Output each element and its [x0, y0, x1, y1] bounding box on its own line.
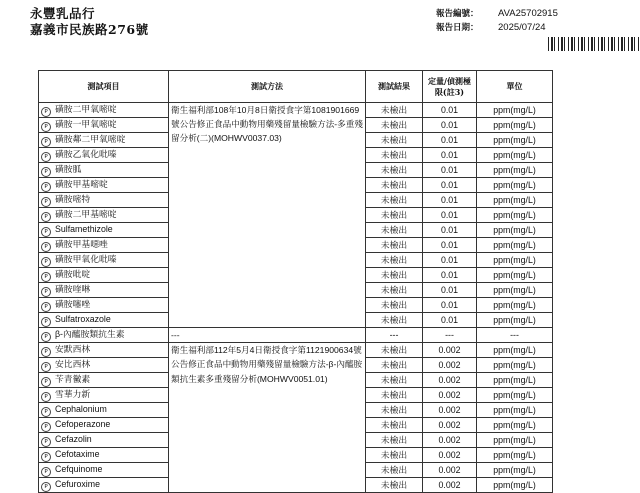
- test-result: 未檢出: [366, 313, 423, 328]
- test-item: [39, 283, 169, 298]
- test-item-name: Cefquinome: [55, 464, 103, 475]
- test-item: [39, 163, 169, 178]
- accredited-mark: P: [41, 377, 51, 387]
- test-unit: ppm(mg/L): [477, 178, 553, 193]
- header-result: 測試結果: [366, 71, 423, 103]
- test-loq: 0.002: [423, 433, 477, 448]
- test-result: ---: [366, 328, 423, 343]
- test-unit: ppm(mg/L): [477, 358, 553, 373]
- accredited-mark: P: [41, 107, 51, 117]
- test-result: 未檢出: [366, 403, 423, 418]
- test-result: 未檢出: [366, 298, 423, 313]
- test-loq: 0.002: [423, 463, 477, 478]
- test-loq: 0.01: [423, 163, 477, 178]
- test-unit: ppm(mg/L): [477, 298, 553, 313]
- accredited-mark: P: [41, 407, 51, 417]
- test-unit: ppm(mg/L): [477, 313, 553, 328]
- test-item: [39, 268, 169, 283]
- test-item: [39, 403, 169, 418]
- test-unit: ppm(mg/L): [477, 388, 553, 403]
- test-item-name: Cefotaxime: [55, 449, 100, 460]
- test-item-name: 磺胺甲基噁唑: [55, 239, 108, 249]
- test-item: [39, 463, 169, 478]
- accredited-mark: P: [41, 302, 51, 312]
- test-item-name: 磺胺乙氧化吡嗪: [55, 149, 117, 159]
- test-item: [39, 208, 169, 223]
- lab-address: 嘉義市民族路276號: [30, 22, 149, 37]
- test-unit: ppm(mg/L): [477, 238, 553, 253]
- test-item: [39, 358, 169, 373]
- test-unit: ppm(mg/L): [477, 253, 553, 268]
- test-method: 衛生福利部108年10月8日衛授食字第1081901669號公告修正食品中動物用藥殘留量檢驗方法-多重殘留分析(二)(MOHWV0037.03): [169, 103, 366, 328]
- test-result: 未檢出: [366, 178, 423, 193]
- test-item-name: 磺胺噻唑: [55, 299, 91, 309]
- accredited-mark: P: [41, 467, 51, 477]
- test-result: 未檢出: [366, 448, 423, 463]
- test-unit: ppm(mg/L): [477, 148, 553, 163]
- test-loq: 0.01: [423, 118, 477, 133]
- report-date: 2025/07/24: [498, 22, 546, 33]
- table-row: [39, 103, 553, 118]
- test-loq: 0.002: [423, 403, 477, 418]
- accredited-mark: P: [41, 257, 51, 267]
- test-item: [39, 103, 169, 118]
- table-header-row: [39, 71, 553, 103]
- test-result: 未檢出: [366, 418, 423, 433]
- test-loq: 0.01: [423, 178, 477, 193]
- report-number-label: 報告編號：: [436, 9, 479, 19]
- test-item: [39, 298, 169, 313]
- test-loq: 0.002: [423, 478, 477, 493]
- test-item: [39, 373, 169, 388]
- results-table: [38, 70, 553, 493]
- test-result: 未檢出: [366, 193, 423, 208]
- table-row: [39, 343, 553, 358]
- accredited-mark: P: [41, 122, 51, 132]
- accredited-mark: P: [41, 482, 51, 492]
- accredited-mark: P: [41, 242, 51, 252]
- test-loq: 0.002: [423, 448, 477, 463]
- accredited-mark: P: [41, 272, 51, 282]
- test-item-name: Sulfamethizole: [55, 224, 113, 234]
- test-item-name: 磺胺二甲氧嘧啶: [55, 104, 117, 114]
- test-item-name: 磺胺甲基嘧啶: [55, 179, 108, 189]
- test-item-name: Cefuroxime: [55, 479, 100, 490]
- test-item-name: β-內醯胺類抗生素: [55, 329, 125, 340]
- test-unit: ppm(mg/L): [477, 208, 553, 223]
- test-unit: ppm(mg/L): [477, 433, 553, 448]
- test-item: [39, 313, 169, 328]
- test-loq: 0.002: [423, 358, 477, 373]
- test-result: 未檢出: [366, 253, 423, 268]
- test-loq: 0.01: [423, 103, 477, 118]
- header-method: 測試方法: [169, 71, 366, 103]
- test-unit: ppm(mg/L): [477, 163, 553, 178]
- test-loq: 0.01: [423, 148, 477, 163]
- test-item: [39, 238, 169, 253]
- test-unit: ppm(mg/L): [477, 403, 553, 418]
- test-result: 未檢出: [366, 208, 423, 223]
- accredited-mark: P: [41, 227, 51, 237]
- test-result: 未檢出: [366, 133, 423, 148]
- test-item: [39, 343, 169, 358]
- header-item: 測試項目: [39, 71, 169, 103]
- barcode: [548, 37, 640, 51]
- test-loq: 0.002: [423, 343, 477, 358]
- test-item-name: 磺胺胍: [55, 164, 82, 174]
- test-result: 未檢出: [366, 223, 423, 238]
- test-item: [39, 223, 169, 238]
- test-loq: 0.01: [423, 238, 477, 253]
- test-loq: 0.01: [423, 253, 477, 268]
- test-method: ---: [169, 328, 366, 343]
- test-loq: 0.01: [423, 268, 477, 283]
- test-result: 未檢出: [366, 238, 423, 253]
- accredited-mark: P: [41, 182, 51, 192]
- test-result: 未檢出: [366, 163, 423, 178]
- test-item-name: Cefoperazone: [55, 419, 111, 430]
- accredited-mark: P: [41, 137, 51, 147]
- test-method: 衛生福利部112年5月4日衛授食字第1121900634號公告修正食品中動物用藥殘留量檢驗方法-β-內醯胺類抗生素多重殘留分析(MOHWV0051.01): [169, 343, 366, 493]
- test-item-name: 安比西林: [55, 359, 91, 370]
- accredited-mark: P: [41, 332, 51, 342]
- test-item-name: 磺胺二甲基嘧啶: [55, 209, 117, 219]
- test-item: [39, 418, 169, 433]
- report-date-label: 報告日期：: [436, 23, 479, 33]
- test-loq: 0.01: [423, 133, 477, 148]
- test-item: [39, 148, 169, 163]
- test-item: [39, 448, 169, 463]
- test-item: [39, 253, 169, 268]
- test-item-name: 磺胺一甲氧嘧啶: [55, 119, 117, 129]
- test-unit: ---: [477, 328, 553, 343]
- accredited-mark: P: [41, 437, 51, 447]
- accredited-mark: P: [41, 212, 51, 222]
- test-result: 未檢出: [366, 433, 423, 448]
- accredited-mark: P: [41, 287, 51, 297]
- test-result: 未檢出: [366, 358, 423, 373]
- test-unit: ppm(mg/L): [477, 373, 553, 388]
- test-item: [39, 388, 169, 403]
- accredited-mark: P: [41, 452, 51, 462]
- test-unit: ppm(mg/L): [477, 223, 553, 238]
- table-row: [39, 328, 553, 343]
- test-result: 未檢出: [366, 463, 423, 478]
- test-result: 未檢出: [366, 283, 423, 298]
- test-unit: ppm(mg/L): [477, 193, 553, 208]
- test-item-name: 磺胺鄰二甲氧嘧啶: [55, 134, 126, 144]
- test-unit: ppm(mg/L): [477, 343, 553, 358]
- lab-header: [30, 6, 149, 38]
- test-loq: 0.01: [423, 193, 477, 208]
- test-item: [39, 133, 169, 148]
- test-unit: ppm(mg/L): [477, 448, 553, 463]
- test-unit: ppm(mg/L): [477, 268, 553, 283]
- test-item-name: 安默西林: [55, 344, 91, 355]
- test-unit: ppm(mg/L): [477, 103, 553, 118]
- test-loq: 0.01: [423, 298, 477, 313]
- test-unit: ppm(mg/L): [477, 118, 553, 133]
- test-item-name: 雪華力新: [55, 389, 91, 400]
- test-result: 未檢出: [366, 118, 423, 133]
- report-number: AVA25702915: [498, 8, 558, 19]
- test-loq: 0.01: [423, 208, 477, 223]
- test-item-name: 磺胺甲氧化吡嗪: [55, 254, 117, 264]
- accredited-mark: P: [41, 167, 51, 177]
- test-item: [39, 433, 169, 448]
- lab-name: 永豐乳品行: [30, 6, 96, 21]
- test-result: 未檢出: [366, 373, 423, 388]
- test-item-name: 苄青黴素: [55, 374, 91, 385]
- test-unit: ppm(mg/L): [477, 133, 553, 148]
- test-item-name: Sulfatroxazole: [55, 314, 111, 324]
- test-item: [39, 118, 169, 133]
- test-loq: 0.01: [423, 223, 477, 238]
- accredited-mark: P: [41, 422, 51, 432]
- accredited-mark: P: [41, 317, 51, 327]
- test-item: [39, 178, 169, 193]
- test-item-name: 磺胺吡啶: [55, 269, 91, 279]
- accredited-mark: P: [41, 392, 51, 402]
- test-loq: ---: [423, 328, 477, 343]
- test-item-name: 磺胺嘧特: [55, 194, 91, 204]
- test-item: [39, 328, 169, 343]
- test-item-name: 磺胺喹啉: [55, 284, 91, 294]
- accredited-mark: P: [41, 362, 51, 372]
- accredited-mark: P: [41, 197, 51, 207]
- test-loq: 0.002: [423, 373, 477, 388]
- test-loq: 0.002: [423, 388, 477, 403]
- header-unit: 單位: [477, 71, 553, 103]
- test-result: 未檢出: [366, 103, 423, 118]
- header-loq: 定量/偵測極限(註3): [423, 71, 477, 103]
- test-unit: ppm(mg/L): [477, 418, 553, 433]
- test-item-name: Cefazolin: [55, 434, 92, 445]
- test-item: [39, 193, 169, 208]
- test-loq: 0.01: [423, 283, 477, 298]
- test-unit: ppm(mg/L): [477, 463, 553, 478]
- test-loq: 0.002: [423, 418, 477, 433]
- test-result: 未檢出: [366, 148, 423, 163]
- accredited-mark: P: [41, 152, 51, 162]
- test-result: 未檢出: [366, 478, 423, 493]
- test-loq: 0.01: [423, 313, 477, 328]
- test-unit: ppm(mg/L): [477, 283, 553, 298]
- test-unit: ppm(mg/L): [477, 478, 553, 493]
- test-result: 未檢出: [366, 268, 423, 283]
- accredited-mark: P: [41, 347, 51, 357]
- report-info: [436, 7, 558, 35]
- test-result: 未檢出: [366, 343, 423, 358]
- test-item-name: Cephalonium: [55, 404, 107, 415]
- test-result: 未檢出: [366, 388, 423, 403]
